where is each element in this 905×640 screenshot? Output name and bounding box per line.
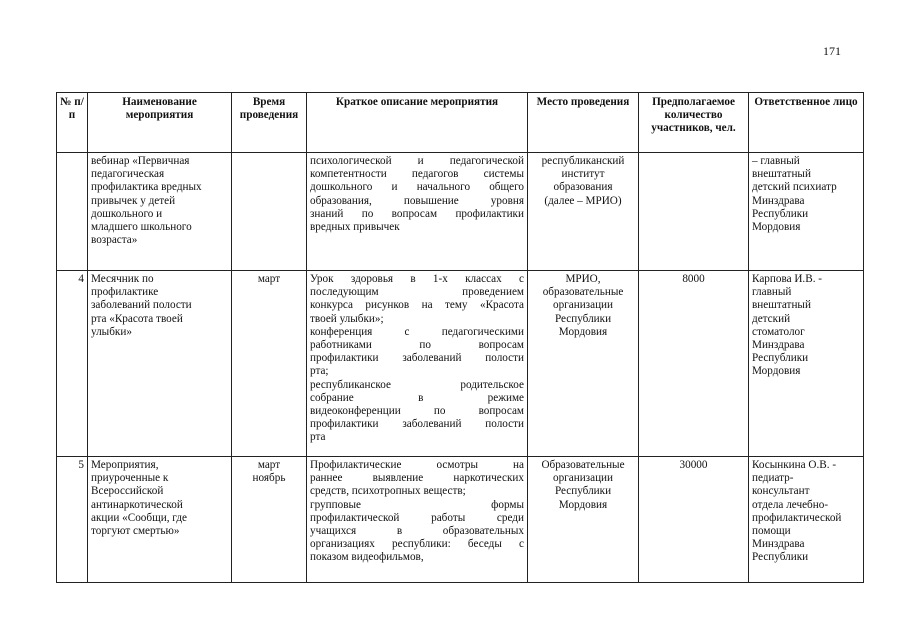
cell-line: Республики — [554, 312, 612, 325]
cell-line: Всероссийской — [91, 485, 164, 498]
cell-line: ноябрь — [252, 472, 286, 485]
header-count: Предполагаемое количество участников, чел. — [639, 93, 749, 153]
header-time: Время проведения — [232, 93, 307, 153]
cell-line: знаний по вопросам профилактики — [310, 207, 524, 220]
cell-line: Карпова И.В. - — [752, 273, 823, 285]
cell-line: консультант — [752, 485, 810, 498]
cell-place — [528, 457, 639, 583]
events-table — [56, 92, 864, 583]
cell-line: Месячник по — [91, 273, 154, 285]
cell-number — [57, 153, 88, 271]
cell-line: компетентности педагогов системы — [310, 168, 524, 181]
cell-line: профилактике — [91, 286, 159, 299]
cell-number: 5 — [57, 457, 88, 583]
cell-line: привычек у детей — [91, 194, 176, 207]
cell-description — [307, 271, 528, 457]
cell-responsible — [749, 271, 864, 457]
cell-line: институт — [561, 168, 605, 181]
cell-line: республиканский — [541, 155, 625, 167]
cell-line: акции «Сообщи, где — [91, 511, 187, 524]
cell-line: младшего школьного — [91, 221, 192, 234]
cell-line: психологической и педагогической — [310, 155, 524, 167]
cell-line: внештатный — [752, 168, 811, 181]
cell-line: твоей улыбки»; — [310, 312, 384, 325]
cell-line: внештатный — [752, 299, 811, 312]
cell-line: отдела лечебно- — [752, 498, 829, 511]
cell-line: организации — [552, 472, 614, 485]
cell-place — [528, 271, 639, 457]
cell-line: Республики — [752, 207, 809, 220]
cell-line: Образовательные — [541, 459, 625, 471]
cell-line: организациях республики: беседы с — [310, 538, 524, 551]
cell-time — [232, 153, 307, 271]
page-number: 171 — [823, 44, 841, 58]
cell-line: педагогическая — [91, 168, 165, 181]
cell-line: приуроченные к — [91, 472, 169, 485]
table-header-row — [57, 93, 864, 153]
cell-line: последующим проведением — [310, 286, 524, 299]
cell-line: работниками по вопросам — [310, 339, 524, 352]
cell-line: возраста» — [91, 234, 138, 247]
cell-line: Профилактические осмотры на — [310, 459, 524, 471]
cell-line: детский — [752, 312, 791, 325]
cell-line: Косынкина О.В. - — [752, 459, 837, 471]
cell-line: профилактической — [752, 511, 842, 524]
header-num: № п/п — [57, 93, 88, 153]
header-name: Наименование мероприятия — [88, 93, 232, 153]
cell-line: учащихся в образовательных — [310, 525, 524, 538]
cell-line: (далее – МРИО) — [544, 194, 622, 207]
cell-description — [307, 153, 528, 271]
cell-line: групповые формы — [310, 498, 524, 511]
cell-name — [88, 457, 232, 583]
cell-line: Республики — [554, 485, 612, 498]
cell-line: раннее выявление наркотических — [310, 472, 524, 485]
cell-responsible — [749, 457, 864, 583]
cell-line: рта — [310, 431, 326, 444]
cell-line: профилактики заболеваний полости — [310, 352, 524, 365]
cell-time — [232, 457, 307, 583]
cell-line: Мордовия — [752, 365, 801, 378]
cell-line: рта; — [310, 365, 329, 378]
cell-line: главный — [752, 286, 792, 299]
table-row — [57, 153, 864, 271]
cell-line: стоматолог — [752, 325, 805, 338]
cell-place — [528, 153, 639, 271]
cell-line: торгуют смертью» — [91, 525, 180, 538]
header-place: Место проведения — [528, 93, 639, 153]
cell-line: – главный — [752, 155, 800, 167]
cell-line: показом видеофильмов, — [310, 551, 424, 564]
cell-line: педиатр- — [752, 472, 794, 485]
cell-line: вредных привычек — [310, 221, 400, 234]
header-responsible: Ответственное лицо — [749, 93, 864, 153]
cell-line: профилактики заболеваний полости — [310, 418, 524, 431]
cell-line: Минздрава — [752, 538, 805, 551]
cell-line: конференция с педагогическими — [310, 325, 524, 338]
cell-line: март — [257, 273, 281, 285]
cell-line: улыбки» — [91, 325, 132, 338]
cell-line: Минздрава — [752, 339, 805, 352]
cell-line: рта «Красота твоей — [91, 312, 183, 325]
cell-line: видеоконференции по вопросам — [310, 405, 524, 418]
cell-line: МРИО, — [565, 273, 601, 285]
cell-line: конкурса рисунков на тему «Красота — [310, 299, 524, 312]
cell-count: 8000 — [639, 271, 749, 457]
cell-line: Минздрава — [752, 194, 805, 207]
table-row — [57, 271, 864, 457]
cell-line: образования, повышение уровня — [310, 194, 524, 207]
cell-count — [639, 153, 749, 271]
cell-line: помощи — [752, 525, 791, 538]
cell-number: 4 — [57, 271, 88, 457]
cell-line: детский психиатр — [752, 181, 837, 194]
cell-line: образования — [553, 181, 613, 194]
table-row — [57, 457, 864, 583]
cell-line: антинаркотической — [91, 498, 183, 511]
cell-line: Республики — [752, 352, 809, 365]
cell-line: Урок здоровья в 1-х классах с — [310, 273, 524, 285]
cell-line: Мероприятия, — [91, 459, 159, 471]
cell-line: март — [257, 459, 281, 471]
cell-count: 30000 — [639, 457, 749, 583]
cell-line: республиканское родительское — [310, 378, 524, 391]
cell-responsible — [749, 153, 864, 271]
cell-line: образовательные — [542, 286, 624, 299]
cell-line: профилактика вредных — [91, 181, 202, 194]
cell-time — [232, 271, 307, 457]
cell-line: Мордовия — [558, 498, 608, 511]
cell-line: Мордовия — [752, 221, 801, 234]
header-description: Краткое описание мероприятия — [307, 93, 528, 153]
cell-line: профилактической работы среди — [310, 511, 524, 524]
cell-line: вебинар «Первичная — [91, 155, 190, 167]
cell-line: Мордовия — [558, 325, 608, 338]
cell-name — [88, 153, 232, 271]
cell-line: Республики — [752, 551, 809, 564]
cell-line: дошкольного и начального общего — [310, 181, 524, 194]
cell-line: собрание в режиме — [310, 391, 524, 404]
cell-name — [88, 271, 232, 457]
cell-line: организации — [552, 299, 614, 312]
cell-description — [307, 457, 528, 583]
cell-line: дошкольного и — [91, 207, 163, 220]
cell-line: заболеваний полости — [91, 299, 192, 312]
cell-line: средств, психотропных веществ; — [310, 485, 466, 498]
